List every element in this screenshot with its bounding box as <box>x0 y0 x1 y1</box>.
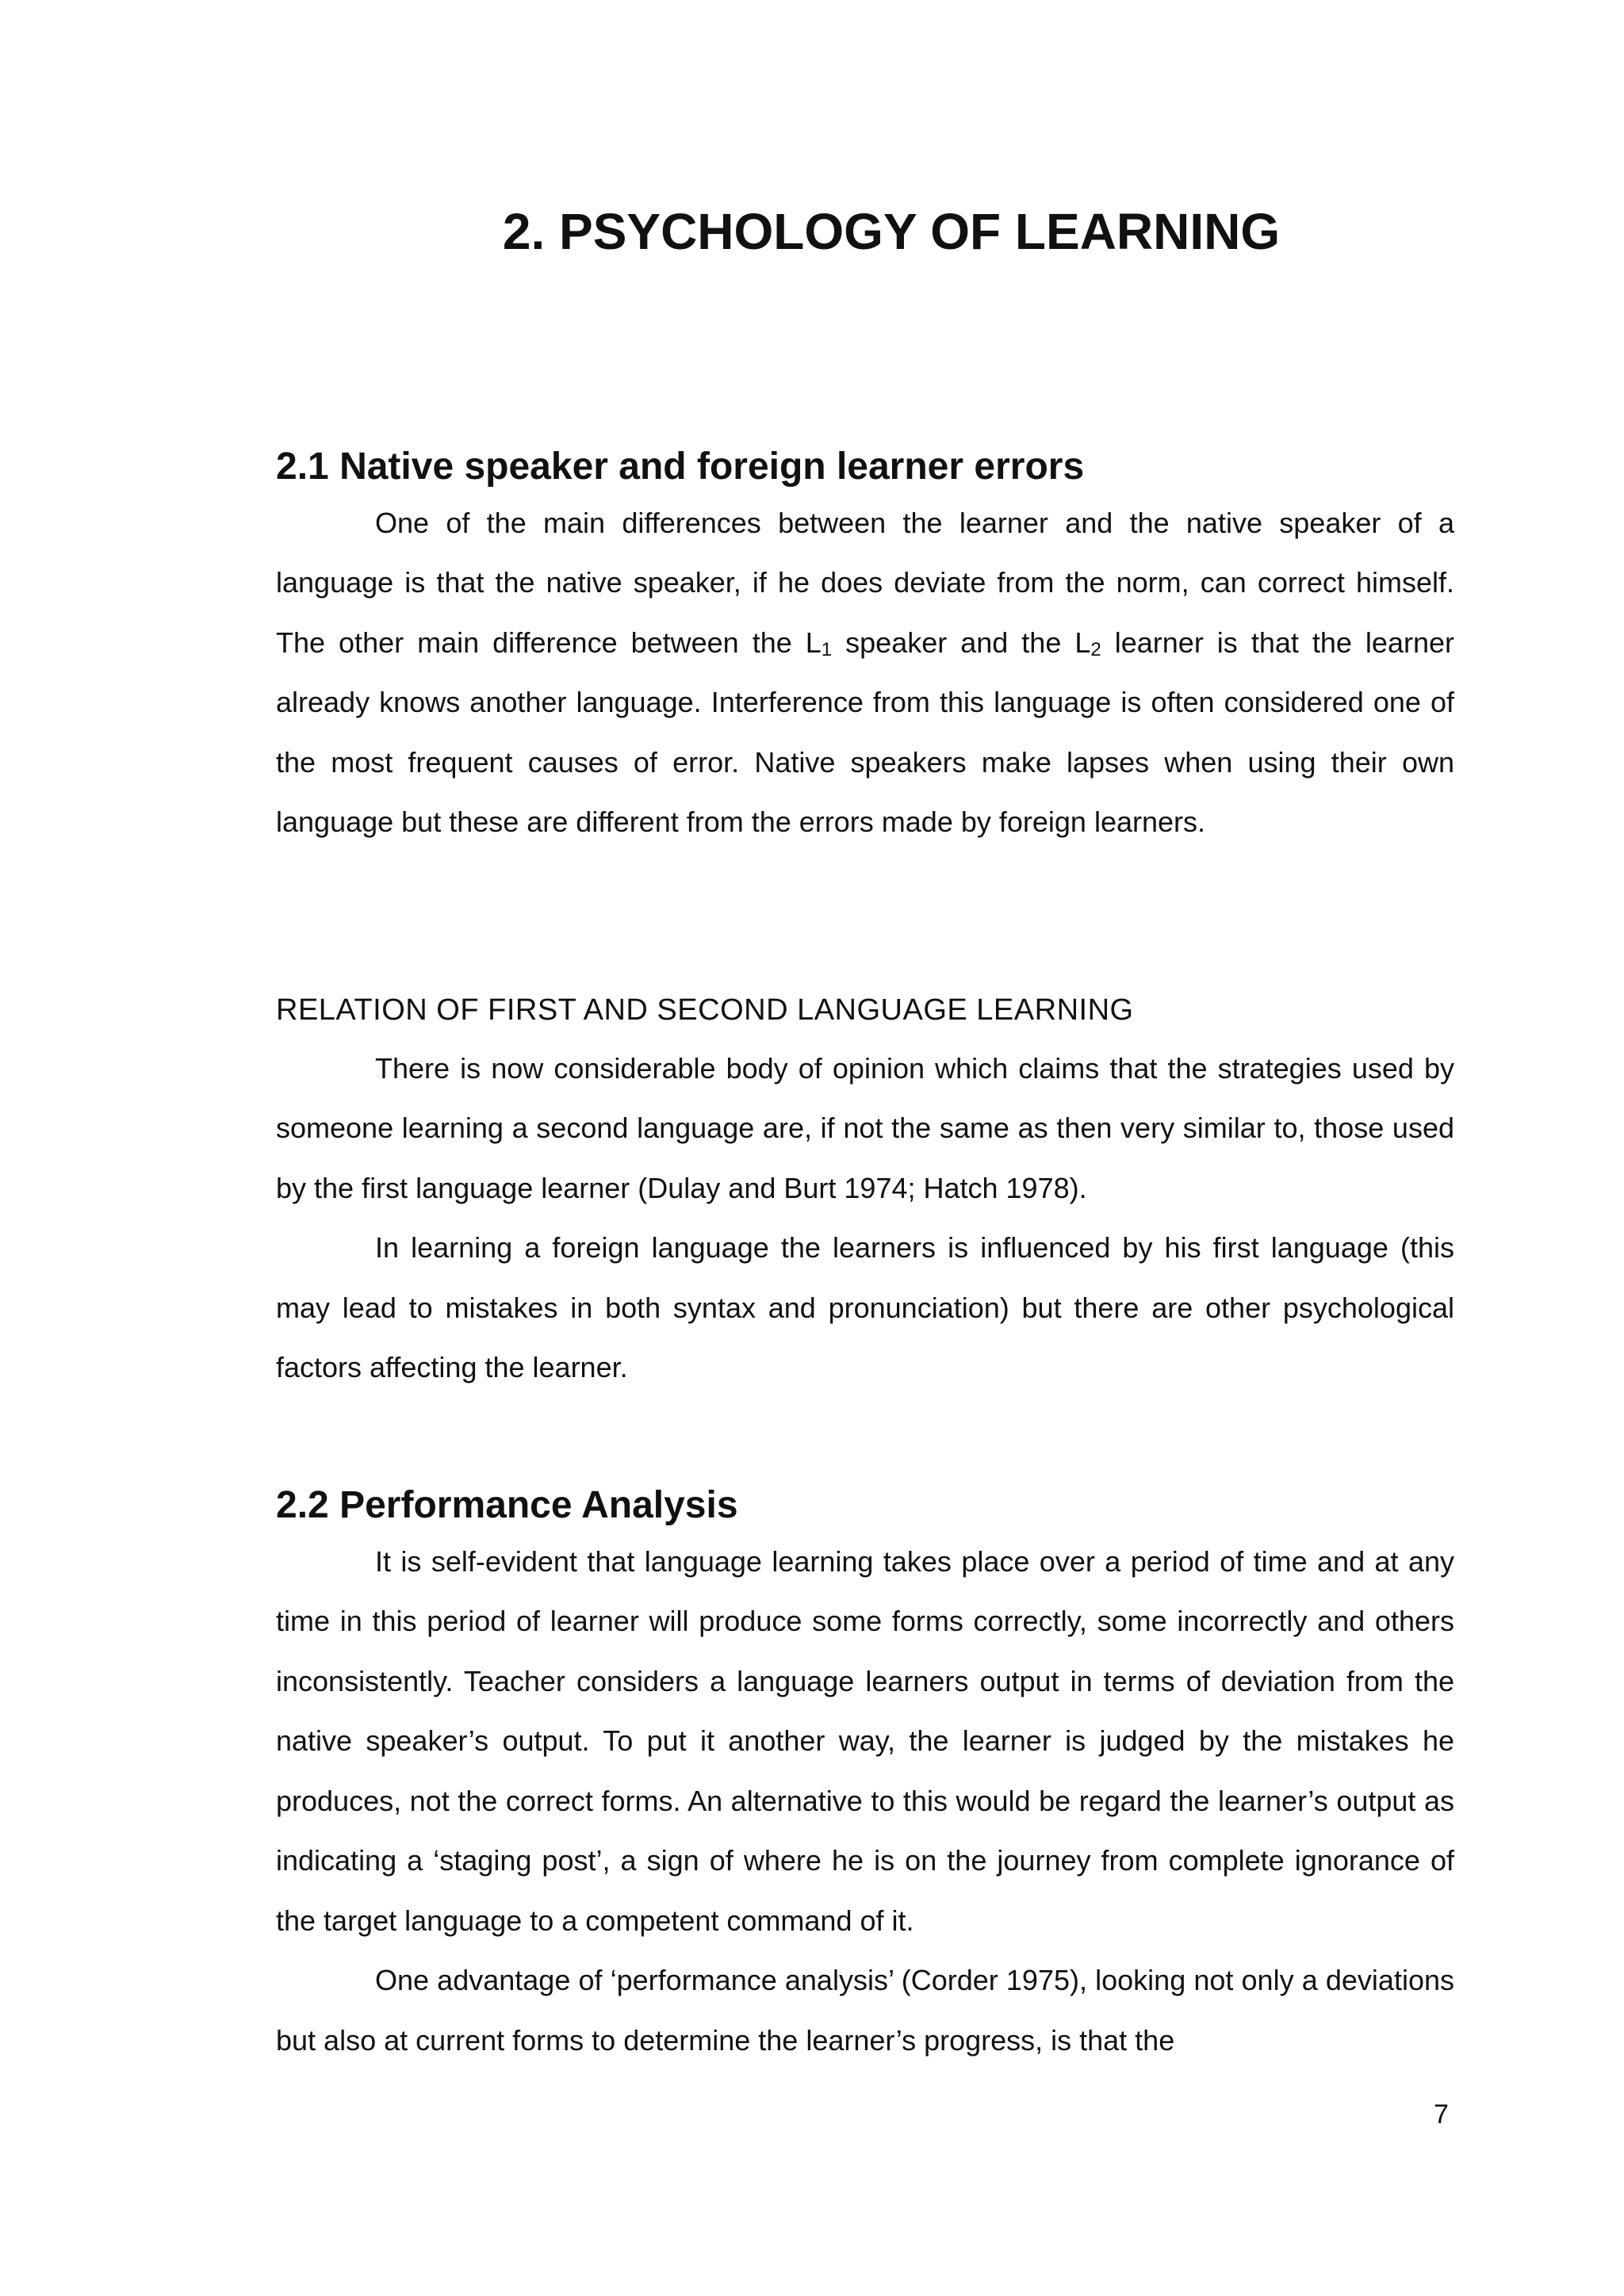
relation-section <box>276 993 1454 1398</box>
paragraph-text: speaker and the L <box>832 626 1091 659</box>
chapter-title: 2. PSYCHOLOGY OF LEARNING <box>502 203 1281 260</box>
paragraph: There is now considerable body of opinion which claims that the strategies used by someone learning a second language are, if not the same as then very similar to, those used by the first language learner (Dulay and Burt 1974; Hatch 1978). <box>276 1051 1454 1204</box>
paragraph: One advantage of ‘performance analysis’ (Corder 1975), looking not only a deviations but also at current forms to determine the learner’s progress, is that the <box>276 1964 1454 2057</box>
paragraph: It is self-evident that language learning takes place over a period of time and at any time in this period of learner will produce some forms correctly, some incorrectly and others inconsistently. Teacher considers a language learners output in terms of deviation from the native speaker’s output. To put it another way, the learner is judged by the mistakes he produces, not the correct forms. An alternative to this would be regard the learner’s output as indicating a ‘staging post’, a sign of where he is on the journey from complete ignorance of the target language to a competent command of it. <box>276 1544 1454 1937</box>
subscript: 1 <box>821 638 833 660</box>
paragraph: In learning a foreign language the learners is influenced by his first language (this may lead to mistakes in both syntax and pronunciation) but there are other psychological factors affecting the learner. <box>276 1231 1454 1384</box>
page-number: 7 <box>1434 2099 1449 2130</box>
subheading: RELATION OF FIRST AND SECOND LANGUAGE LEARNING <box>276 993 1134 1027</box>
paragraph-text: learner is that the learner already knows another language. Interference from this language is often considered one of the most frequent causes of error. Native speakers make lapses when using their own language but these are different from the errors made by foreign learners. <box>276 626 1454 839</box>
section-2-2 <box>276 1483 1454 2070</box>
subscript: 2 <box>1090 638 1101 660</box>
paragraph <box>276 493 1454 852</box>
section-2-1 <box>276 444 1454 852</box>
section-heading: 2.1 Native speaker and foreign learner errors <box>276 446 1085 488</box>
section-heading: 2.2 Performance Analysis <box>276 1484 738 1526</box>
paragraph-text: One of the main differences between the learner and the native speaker of a language is that the native speaker, if he does deviate from the norm, can correct himself. The other main difference between the L <box>276 506 1454 659</box>
